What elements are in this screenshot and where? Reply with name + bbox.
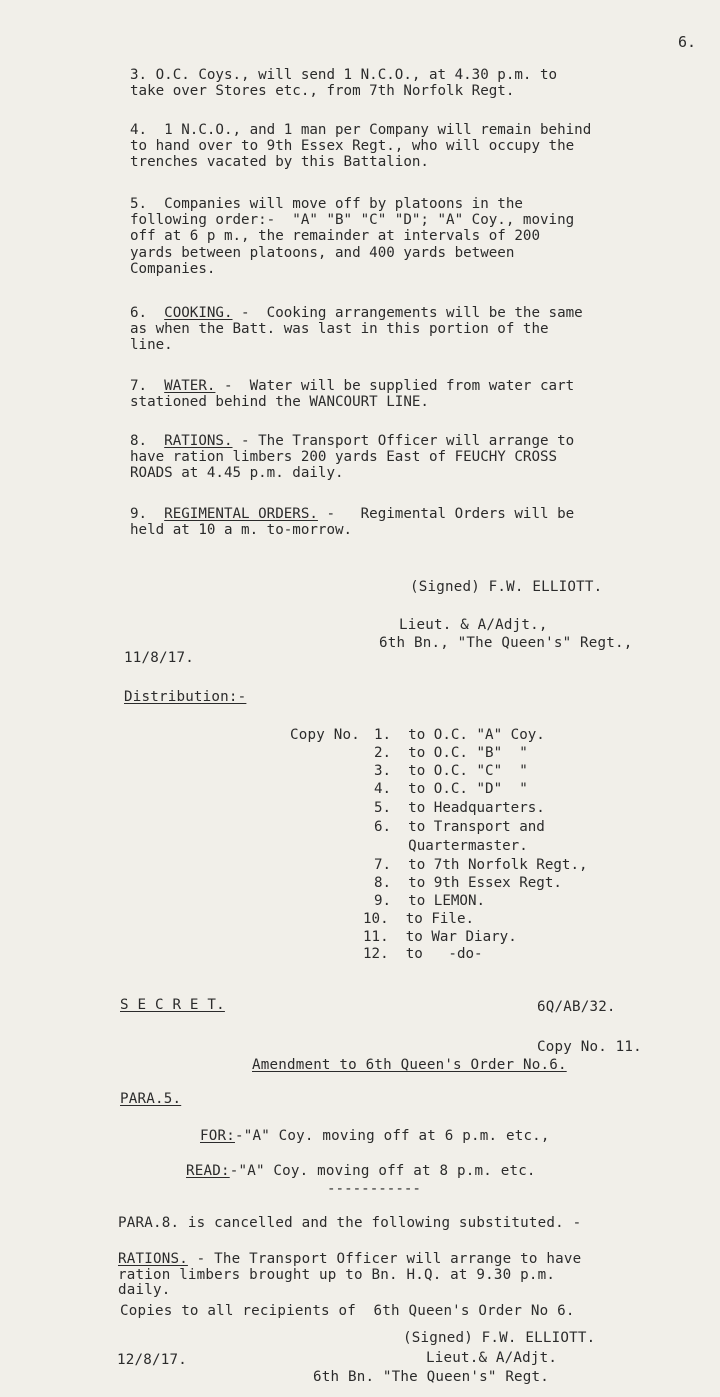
signature-2-rank: Lieut.& A/Adjt. (426, 1350, 558, 1366)
list-item: 5. to Headquarters. (374, 800, 545, 816)
paragraph-7-number: 7. (130, 378, 165, 394)
paragraph-9-text: - Regimental Orders will be held at 10 a m. to-morrow. (130, 506, 575, 539)
distribution-heading: Distribution:- (124, 689, 247, 705)
paragraph-3: 3. O.C. Coys., will send 1 N.C.O., at 4.30 p.m. to take over Stores etc., from 7th Norfolk Regt. (130, 67, 558, 100)
paragraph-8 (130, 433, 574, 482)
signature-1-unit: 6th Bn., "The Queen's" Regt., (379, 635, 633, 651)
for-line (200, 1128, 550, 1144)
list-item: 12. to -do- (363, 946, 483, 962)
para-8-text: PARA.8. is cancelled and the following substituted. - (118, 1215, 582, 1231)
signature-1-rank: Lieut. & A/Adjt., (399, 617, 548, 633)
read-line (186, 1163, 536, 1179)
copy-number: Copy No. 11. (537, 1039, 642, 1055)
copies-note: Copies to all recipients of 6th Queen's Order No 6. (120, 1303, 575, 1319)
paragraph-6 (130, 305, 583, 354)
list-item: 4. to O.C. "D" " (374, 781, 528, 797)
paragraph-7-heading: WATER. (164, 378, 216, 394)
rations-amendment (118, 1252, 581, 1299)
paragraph-7-text: - Water will be supplied from water cart stationed behind the WANCOURT LINE. (130, 378, 575, 411)
signature-1-signed: (Signed) F.W. ELLIOTT. (410, 579, 603, 595)
list-item: 9. to LEMON. (374, 893, 486, 909)
paragraph-8-text: - The Transport Officer will arrange to have ration limbers 200 yards East of FEUCHY CROSS ROADS at 4.45 p.m. daily. (130, 433, 575, 482)
list-item: 10. to File. (363, 911, 475, 927)
list-item: 7. to 7th Norfolk Regt., (374, 857, 588, 873)
list-item: Quartermaster. (374, 838, 528, 854)
paragraph-8-heading: RATIONS. (164, 433, 233, 449)
list-item: 6. to Transport and (374, 819, 545, 835)
signature-2-date: 12/8/17. (117, 1352, 187, 1368)
distribution-copy-prefix: Copy No. (290, 727, 360, 743)
reference-number: 6Q/AB/32. (537, 999, 616, 1015)
page-number: 6. (678, 33, 697, 51)
list-item: 1. to O.C. "A" Coy. (374, 727, 545, 743)
paragraph-5: 5. Companies will move off by platoons in the following order:- "A" "B" "C" "D"; "A" Coy., moving off at 6 p m., the remainder at intervals of 200 yards between platoons, and 400 yards between Companies. (130, 196, 575, 277)
paragraph-6-number: 6. (130, 305, 165, 321)
paragraph-6-heading: COOKING. (164, 305, 233, 321)
rations-label: RATIONS. (118, 1251, 188, 1267)
paragraph-6-text: - Cooking arrangements will be the same as when the Batt. was last in this portion of the line. (130, 305, 583, 354)
paragraph-8-number: 8. (130, 433, 165, 449)
para-5-label: PARA.5. (120, 1091, 182, 1107)
for-label: FOR: (200, 1128, 235, 1144)
signature-2-signed: (Signed) F.W. ELLIOTT. (403, 1330, 596, 1346)
list-item: 11. to War Diary. (363, 929, 517, 945)
read-text: -"A" Coy. moving off at 8 p.m. etc. (229, 1163, 536, 1179)
list-item: 8. to 9th Essex Regt. (374, 875, 562, 891)
list-item: 3. to O.C. "C" " (374, 763, 528, 779)
read-label: READ: (186, 1163, 230, 1179)
paragraph-7 (130, 378, 574, 410)
paragraph-9-heading: REGIMENTAL ORDERS. (164, 506, 318, 522)
for-text: -"A" Coy. moving off at 6 p.m. etc., (234, 1128, 550, 1144)
list-item: 2. to O.C. "B" " (374, 745, 528, 761)
signature-2-unit: 6th Bn. "The Queen's" Regt. (313, 1369, 550, 1385)
signature-1-date: 11/8/17. (124, 650, 194, 666)
paragraph-9-number: 9. (130, 506, 165, 522)
secret-heading: S E C R E T. (120, 997, 225, 1013)
rations-text: - The Transport Officer will arrange to have ration limbers brought up to Bn. H.Q. at 9.30 p.m. daily. (118, 1251, 582, 1298)
paragraph-4: 4. 1 N.C.O., and 1 man per Company will remain behind to hand over to 9th Essex Regt., who will occupy the trenches vacated by this Battalion. (130, 122, 592, 171)
amendment-title: Amendment to 6th Queen's Order No.6. (252, 1057, 567, 1073)
paragraph-9 (130, 506, 574, 538)
separator-line: ----------- (327, 1181, 421, 1197)
